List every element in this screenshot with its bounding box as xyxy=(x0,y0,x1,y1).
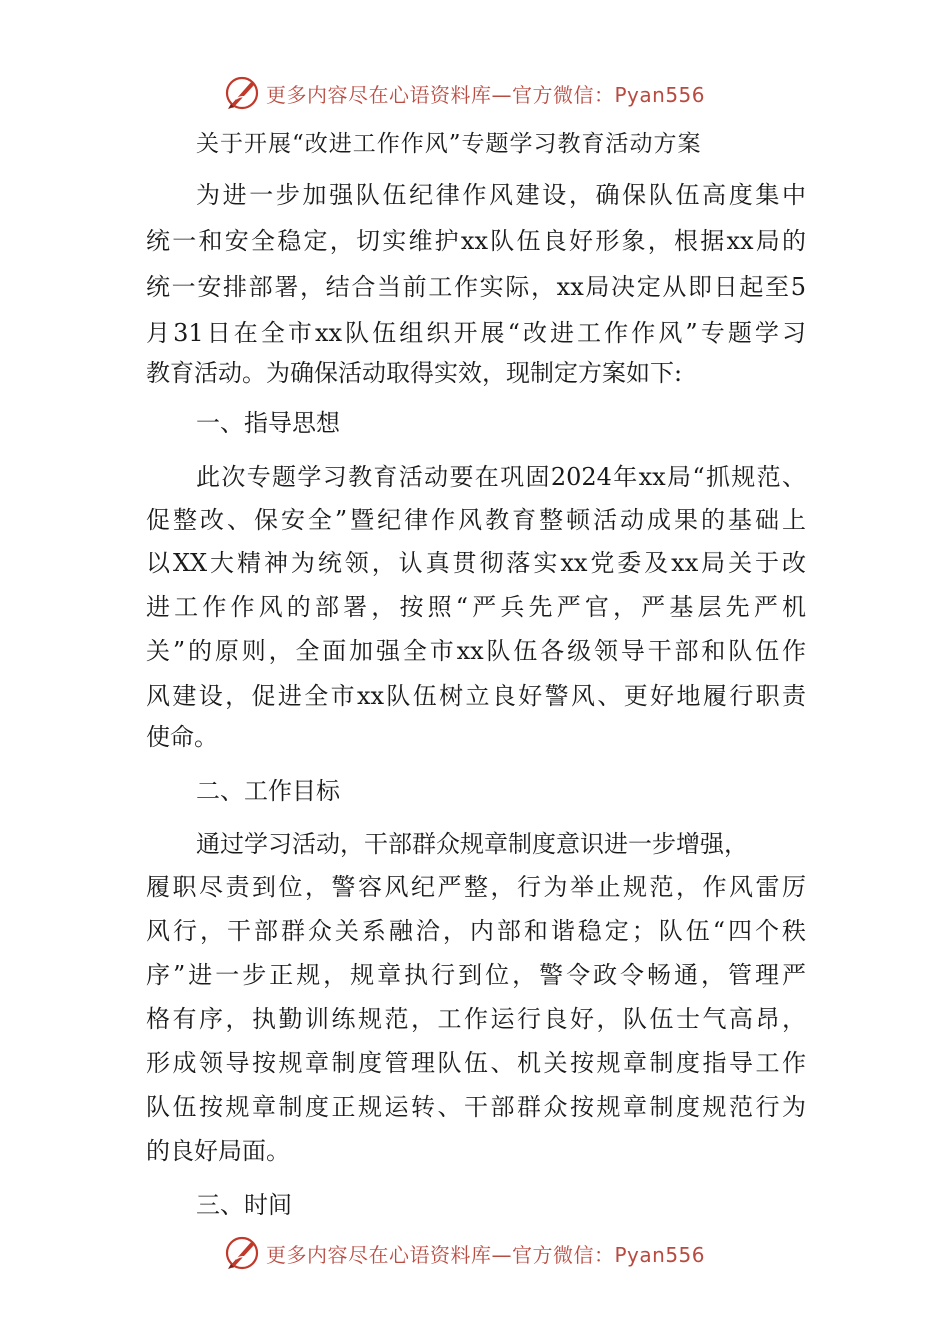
paragraph-line: 进工作作风的部署，按照“严兵先严官，严基层先严机 xyxy=(146,593,806,621)
watermark-text: 更多内容尽在心语资料库—官方微信：Pyan556 xyxy=(266,1242,706,1267)
watermark-text: 更多内容尽在心语资料库—官方微信：Pyan556 xyxy=(266,82,706,107)
paragraph-line: 形成领导按规章制度管理队伍、机关按规章制度指导工作 xyxy=(146,1049,806,1077)
section-heading-2: 二、工作目标 xyxy=(196,777,340,805)
paragraph-line: 为进一步加强队伍纪律作风建设，确保队伍高度集中 xyxy=(196,181,806,209)
paragraph-line: 月31日在全市xx队伍组织开展“改进工作作风”专题学习 xyxy=(146,319,806,347)
paragraph-line: 此次专题学习教育活动要在巩固2024年xx局“抓规范、 xyxy=(196,463,806,491)
watermark-header xyxy=(222,73,705,113)
section-heading-3: 三、时间 xyxy=(196,1191,292,1219)
paragraph-line: 关”的原则，全面加强全市xx队伍各级领导干部和队伍作 xyxy=(146,637,806,665)
watermark-footer xyxy=(222,1233,705,1273)
paragraph-line: 统一和安全稳定，切实维护xx队伍良好形象，根据xx局的 xyxy=(146,227,806,255)
paragraph-line: 履职尽责到位，警容风纪严整，行为举止规范，作风雷厉 xyxy=(146,873,806,901)
paragraph-line: 以XX大精神为统领，认真贯彻落实xx党委及xx局关于改 xyxy=(146,549,806,577)
paragraph-line: 通过学习活动，干部群众规章制度意识进一步增强， xyxy=(196,830,748,858)
pen-logo-icon xyxy=(222,73,262,113)
paragraph-line: 教育活动。为确保活动取得实效，现制定方案如下: xyxy=(146,359,683,387)
paragraph-line: 的良好局面。 xyxy=(146,1137,290,1165)
paragraph-line: 统一安排部署，结合当前工作实际，xx局决定从即日起至5 xyxy=(146,273,806,301)
pen-logo-icon xyxy=(222,1233,262,1273)
document-title: 关于开展“改进工作作风”专题学习教育活动方案 xyxy=(196,131,702,157)
paragraph-line: 风建设，促进全市xx队伍树立良好警风、更好地履行职责 xyxy=(146,682,806,710)
paragraph-line: 队伍按规章制度正规运转、干部群众按规章制度规范行为 xyxy=(146,1093,806,1121)
paragraph-line: 风行，干部群众关系融洽，内部和谐稳定；队伍“四个秩 xyxy=(146,917,806,945)
paragraph-line: 序”进一步正规，规章执行到位，警令政令畅通，管理严 xyxy=(146,961,806,989)
paragraph-line: 促整改、保安全”暨纪律作风教育整顿活动成果的基础上 xyxy=(146,506,806,534)
paragraph-line: 格有序，执勤训练规范，工作运行良好，队伍士气高昂， xyxy=(146,1005,806,1033)
section-heading-1: 一、指导思想 xyxy=(196,409,340,437)
paragraph-line: 使命。 xyxy=(146,723,218,751)
